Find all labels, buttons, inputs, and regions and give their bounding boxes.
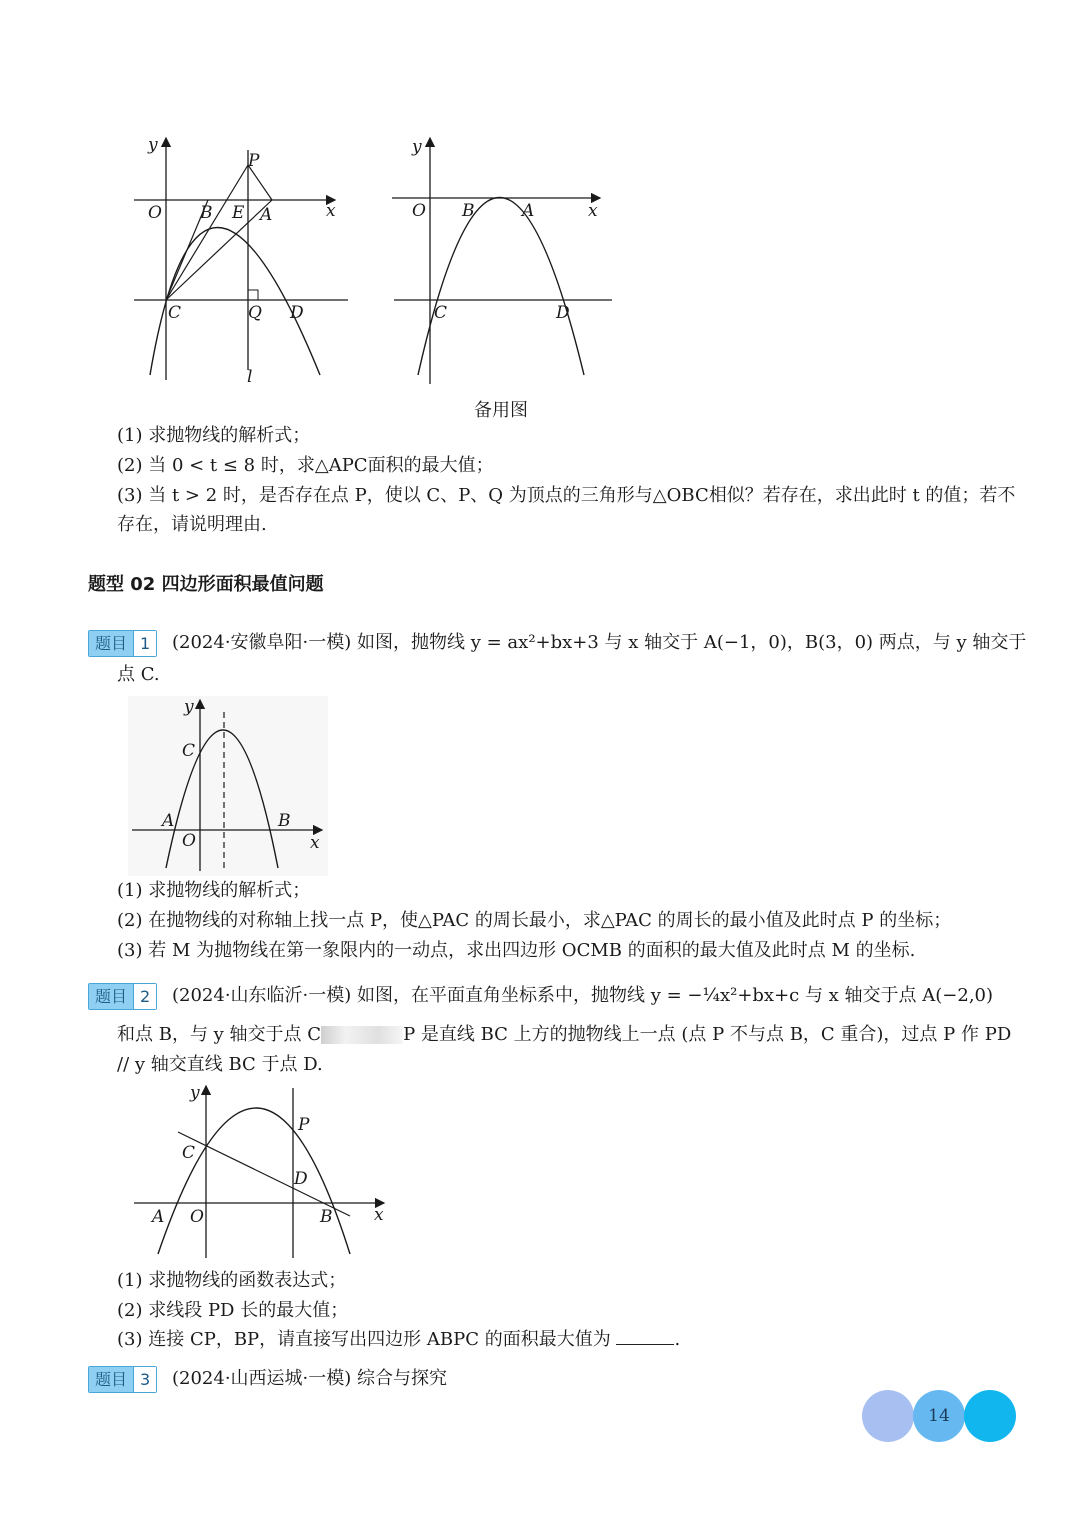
q2-line3: // y 轴交直线 BC 于点 D. xyxy=(117,1054,323,1075)
prev-question-3-cont: 存在，请说明理由. xyxy=(117,514,267,535)
fig3-y: y xyxy=(184,697,194,717)
q1-line1: (2024·安徽阜阳·一模) 如图，抛物线 y = ax²+bx+3 与 x 轴交于 A(−1，0)，B(3，0) 两点，与 y 轴交于 xyxy=(172,632,1027,653)
question-tag-2 xyxy=(88,983,157,1010)
fig1-a: A xyxy=(260,205,273,225)
q2-part-3 xyxy=(117,1329,680,1351)
q2-line2-a: 和点 B，与 y 轴交于点 C xyxy=(117,1024,322,1045)
fig2-a: A xyxy=(522,201,535,221)
fig3-o: O xyxy=(182,831,196,851)
tag-number: 3 xyxy=(133,1367,156,1392)
question-tag-1 xyxy=(88,630,157,657)
q2-line1: (2024·山东临沂·一模) 如图，在平面直角坐标系中，抛物线 y = −¹⁄₄x²+bx+c 与 x 轴交于点 A(−2,0) xyxy=(172,985,994,1006)
prev-question-3: (3) 当 t > 2 时，是否存在点 P，使以 C、P、Q 为顶点的三角形与△OBC相似？若存在，求出此时 t 的值；若不 xyxy=(117,485,1016,506)
fig2-y: y xyxy=(412,137,422,157)
q2-line2-b: P 是直线 BC 上方的抛物线上一点 (点 P 不与点 B，C 重合)，过点 P 作 PD xyxy=(403,1024,1012,1045)
fig1-b: B xyxy=(200,203,213,223)
tag-label: 题目 xyxy=(89,984,133,1009)
fig1-q: Q xyxy=(248,303,262,323)
q2-part-1: (1) 求抛物线的函数表达式； xyxy=(117,1270,347,1291)
fig3-x: x xyxy=(310,833,320,853)
fig4-a: A xyxy=(152,1207,165,1227)
page-circle-3 xyxy=(964,1390,1016,1442)
fig2-b: B xyxy=(462,201,475,221)
figure-caption: 备用图 xyxy=(474,400,528,421)
blurred-text xyxy=(321,1026,403,1044)
tag-label: 题目 xyxy=(89,631,133,656)
page-circle-1 xyxy=(862,1390,914,1442)
fig1-l: l xyxy=(247,367,253,387)
fig3-a: A xyxy=(162,811,175,831)
fig1-y: y xyxy=(148,135,158,155)
q1-part-2: (2) 在抛物线的对称轴上找一点 P，使△PAC 的周长最小，求△PAC 的周长的最小值及此时点 P 的坐标； xyxy=(117,910,952,931)
q3-line1: (2024·山西运城·一模) 综合与探究 xyxy=(172,1368,448,1389)
q1-part-3: (3) 若 M 为抛物线在第一象限内的一动点，求出四边形 OCMB 的面积的最大值及此时点 M 的坐标. xyxy=(117,940,916,961)
fig1-x: x xyxy=(326,201,336,221)
fig2-c: C xyxy=(434,303,448,323)
fig4-c: C xyxy=(182,1143,196,1163)
fig2-x: x xyxy=(588,201,598,221)
fig1-o: O xyxy=(148,203,162,223)
fig1-p: P xyxy=(248,151,260,171)
fig1-c: C xyxy=(168,303,182,323)
prev-question-1: (1) 求抛物线的解析式； xyxy=(117,425,311,446)
q1-line2: 点 C. xyxy=(117,664,160,685)
figure-1 xyxy=(130,130,360,394)
fig2-d: D xyxy=(556,303,570,323)
tag-number: 2 xyxy=(133,984,156,1009)
figure-2 xyxy=(388,130,618,394)
fig3-b: B xyxy=(278,811,291,831)
tag-number: 1 xyxy=(133,631,156,656)
fig4-o: O xyxy=(190,1207,204,1227)
fig3-c: C xyxy=(182,741,196,761)
fig1-e: E xyxy=(232,203,245,223)
answer-blank xyxy=(616,1330,674,1345)
fig1-d: D xyxy=(290,303,304,323)
tag-label: 题目 xyxy=(89,1367,133,1392)
q1-part-1: (1) 求抛物线的解析式； xyxy=(117,880,311,901)
q2-part-3-text: (3) 连接 CP，BP，请直接写出四边形 ABPC 的面积最大值为 xyxy=(117,1329,611,1350)
fig2-o: O xyxy=(412,201,426,221)
fig4-x: x xyxy=(374,1205,384,1225)
figure-3 xyxy=(128,696,328,880)
fig4-y: y xyxy=(190,1083,200,1103)
fig4-p: P xyxy=(298,1115,310,1135)
figure-4 xyxy=(128,1082,390,1266)
q2-line2 xyxy=(117,1024,1011,1046)
q2-part-2: (2) 求线段 PD 长的最大值； xyxy=(117,1300,349,1321)
section-title: 题型 02 四边形面积最值问题 xyxy=(88,574,324,595)
prev-question-2: (2) 当 0 < t ≤ 8 时，求△APC面积的最大值； xyxy=(117,455,494,476)
page-number: 14 xyxy=(913,1390,965,1442)
fig4-b: B xyxy=(320,1207,333,1227)
q2-part-3-end: . xyxy=(674,1329,681,1350)
question-tag-3 xyxy=(88,1366,157,1393)
fig4-d: D xyxy=(294,1169,308,1189)
